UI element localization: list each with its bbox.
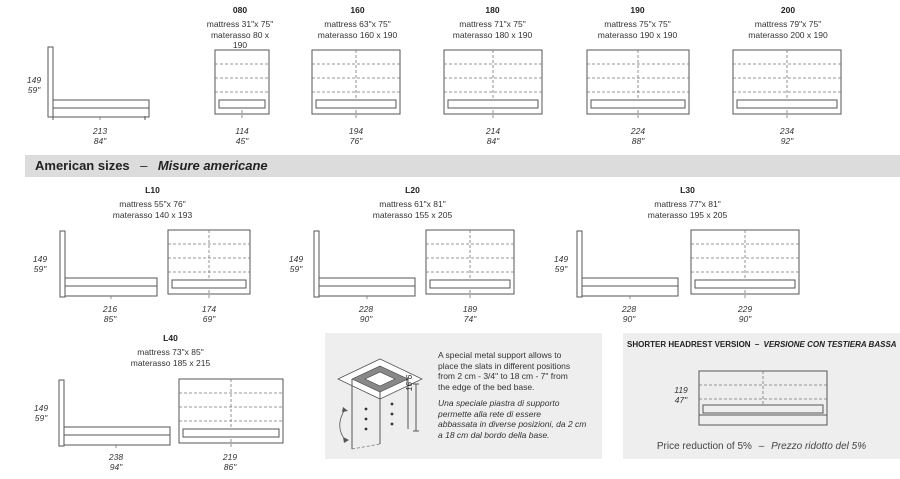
mattress-size: mattress 31"x 75" bbox=[206, 19, 274, 29]
width-in: 74" bbox=[463, 314, 477, 324]
materasso-size: materasso 180 x 190 bbox=[452, 29, 533, 40]
l20-front-view bbox=[424, 228, 516, 300]
model-code: L20 bbox=[405, 185, 420, 195]
l20-height-label bbox=[286, 254, 306, 274]
l40-height-label bbox=[31, 403, 51, 423]
height-in: 59" bbox=[27, 85, 41, 95]
width-in: 76" bbox=[349, 136, 363, 146]
model-l30 bbox=[640, 185, 735, 220]
width-in: 88" bbox=[631, 136, 645, 146]
support-it-line: Una speciale piastra di supporto bbox=[438, 398, 560, 408]
metal-support-box bbox=[325, 333, 602, 459]
materasso-size: materasso 140 x 193 bbox=[112, 209, 193, 220]
banner-separator: – bbox=[140, 158, 148, 173]
mattress-size: mattress 61"x 81" bbox=[379, 199, 446, 209]
model-080 bbox=[205, 5, 275, 51]
price-reduction-row bbox=[623, 441, 900, 452]
l30-width-label bbox=[730, 304, 760, 324]
model-code: 200 bbox=[780, 5, 796, 15]
width-080 bbox=[227, 126, 257, 146]
support-en-line: from 2 cm - 3/4" to 18 cm - 7" from bbox=[438, 371, 568, 381]
length-in: 85" bbox=[103, 314, 117, 324]
materasso-size: materasso 80 x 190 bbox=[210, 29, 270, 50]
l20-width-label bbox=[455, 304, 485, 324]
width-cm: 224 bbox=[630, 126, 646, 136]
width-160 bbox=[341, 126, 371, 146]
width-in: 84" bbox=[486, 136, 500, 146]
l30-front-view bbox=[689, 228, 801, 300]
height-cm: 149 bbox=[553, 254, 569, 264]
mattress-size: mattress 79"x 75" bbox=[754, 19, 822, 29]
model-l40 bbox=[123, 333, 218, 368]
width-in: 45" bbox=[235, 136, 249, 146]
model-l20 bbox=[365, 185, 460, 220]
support-en-line: place the slats in different positions bbox=[438, 360, 571, 371]
l40-front-view bbox=[177, 377, 285, 449]
materasso-size: materasso 185 x 215 bbox=[130, 357, 211, 368]
length-cm: 228 bbox=[621, 304, 637, 314]
front-view-080 bbox=[213, 48, 271, 120]
width-in: 92" bbox=[780, 136, 794, 146]
length-in: 94" bbox=[109, 462, 123, 472]
model-180 bbox=[445, 5, 540, 40]
height-cm: 119 bbox=[674, 385, 688, 395]
mattress-size: mattress 73"x 85" bbox=[137, 347, 204, 357]
headrest-title-it: VERSIONE CON TESTIERA BASSA bbox=[763, 340, 897, 349]
metal-support-diagram bbox=[330, 349, 430, 451]
l40-width-label bbox=[215, 452, 245, 472]
headrest-separator: – bbox=[754, 340, 760, 349]
l30-length-label bbox=[614, 304, 644, 324]
front-view-190 bbox=[585, 48, 691, 120]
side-height-label bbox=[24, 75, 44, 95]
length-in: 84" bbox=[93, 136, 107, 146]
support-it-line: a 18 cm dal bordo della base. bbox=[438, 429, 550, 440]
materasso-size: materasso 200 x 190 bbox=[748, 29, 828, 40]
support-it-line: abbassata in diverse posizioni, da 2 cm bbox=[438, 419, 587, 429]
height-cm: 149 bbox=[32, 254, 48, 264]
l30-height-label bbox=[551, 254, 571, 274]
materasso-size: materasso 155 x 205 bbox=[372, 209, 453, 220]
support-diagram-label: 16"6 bbox=[405, 374, 414, 391]
l10-length-label bbox=[95, 304, 125, 324]
headrest-title: SHORTER HEADREST VERSION bbox=[627, 340, 751, 349]
width-cm: 189 bbox=[462, 304, 478, 314]
width-180 bbox=[478, 126, 508, 146]
model-code: L10 bbox=[145, 185, 160, 195]
length-cm: 216 bbox=[102, 304, 118, 314]
support-it-line: permette alla rete di essere bbox=[438, 408, 541, 419]
width-cm: 114 bbox=[235, 126, 249, 136]
headrest-height-label bbox=[671, 385, 691, 405]
length-cm: 228 bbox=[358, 304, 374, 314]
side-view-drawing bbox=[45, 44, 155, 122]
l40-side-view bbox=[56, 377, 174, 449]
width-cm: 234 bbox=[779, 126, 795, 136]
model-code: 180 bbox=[485, 5, 500, 15]
l20-side-view bbox=[311, 228, 421, 300]
mattress-size: mattress 71"x 75" bbox=[459, 19, 526, 29]
model-200 bbox=[738, 5, 838, 40]
materasso-size: materasso 190 x 190 bbox=[597, 29, 678, 40]
length-in: 90" bbox=[622, 314, 636, 324]
mattress-size: mattress 63"x 75" bbox=[324, 19, 391, 29]
banner-title: American sizes bbox=[35, 158, 130, 173]
model-code: 080 bbox=[232, 5, 248, 15]
headrest-front-view bbox=[697, 369, 829, 433]
model-code: 160 bbox=[350, 5, 365, 15]
l10-front-view bbox=[166, 228, 252, 300]
l20-length-label bbox=[351, 304, 381, 324]
mattress-size: mattress 77"x 81" bbox=[654, 199, 721, 209]
height-in: 59" bbox=[554, 264, 568, 274]
price-separator: – bbox=[758, 441, 765, 452]
width-cm: 174 bbox=[201, 304, 217, 314]
width-cm: 194 bbox=[348, 126, 364, 136]
shorter-headrest-box bbox=[623, 333, 900, 459]
length-cm: 238 bbox=[108, 452, 124, 462]
model-l10 bbox=[105, 185, 200, 220]
front-view-200 bbox=[731, 48, 843, 120]
support-en-line: the edge of the bed base. bbox=[438, 381, 535, 392]
width-cm: 229 bbox=[737, 304, 753, 314]
model-code: L40 bbox=[163, 333, 178, 343]
banner-title-it: Misure americane bbox=[157, 158, 268, 173]
support-text-it bbox=[438, 398, 600, 440]
height-in: 59" bbox=[33, 264, 47, 274]
width-200 bbox=[772, 126, 802, 146]
mattress-size: mattress 75"x 75" bbox=[604, 19, 671, 29]
width-190 bbox=[623, 126, 653, 146]
price-reduction-en: Price reduction of 5% bbox=[656, 441, 752, 452]
width-cm: 214 bbox=[485, 126, 501, 136]
l10-height-label bbox=[30, 254, 50, 274]
support-en-line: A special metal support allows to bbox=[438, 350, 562, 360]
width-in: 86" bbox=[223, 462, 237, 472]
front-view-180 bbox=[442, 48, 544, 120]
model-190 bbox=[590, 5, 685, 40]
width-cm: 219 bbox=[222, 452, 238, 462]
height-in: 59" bbox=[34, 413, 48, 423]
front-view-160 bbox=[310, 48, 402, 120]
materasso-size: materasso 195 x 205 bbox=[647, 209, 728, 220]
width-in: 69" bbox=[202, 314, 216, 324]
l30-side-view bbox=[574, 228, 684, 300]
model-160 bbox=[310, 5, 405, 40]
headrest-title-row bbox=[627, 340, 899, 349]
height-cm: 149 bbox=[26, 75, 42, 85]
model-code: L30 bbox=[680, 185, 695, 195]
length-in: 90" bbox=[359, 314, 373, 324]
l10-width-label bbox=[194, 304, 224, 324]
length-cm: 213 bbox=[92, 126, 108, 136]
l40-length-label bbox=[101, 452, 131, 472]
american-sizes-banner bbox=[25, 155, 900, 177]
l10-side-view bbox=[57, 228, 163, 300]
height-in: 47" bbox=[674, 395, 688, 405]
height-cm: 149 bbox=[288, 254, 304, 264]
model-code: 190 bbox=[630, 5, 645, 15]
height-cm: 149 bbox=[33, 403, 49, 413]
side-length-label bbox=[85, 126, 115, 146]
width-in: 90" bbox=[738, 314, 752, 324]
materasso-size: materasso 160 x 190 bbox=[317, 29, 398, 40]
height-in: 59" bbox=[289, 264, 303, 274]
price-reduction-it: Prezzo ridotto del 5% bbox=[771, 441, 867, 452]
support-text-en bbox=[438, 350, 598, 392]
mattress-size: mattress 55"x 76" bbox=[119, 199, 186, 209]
